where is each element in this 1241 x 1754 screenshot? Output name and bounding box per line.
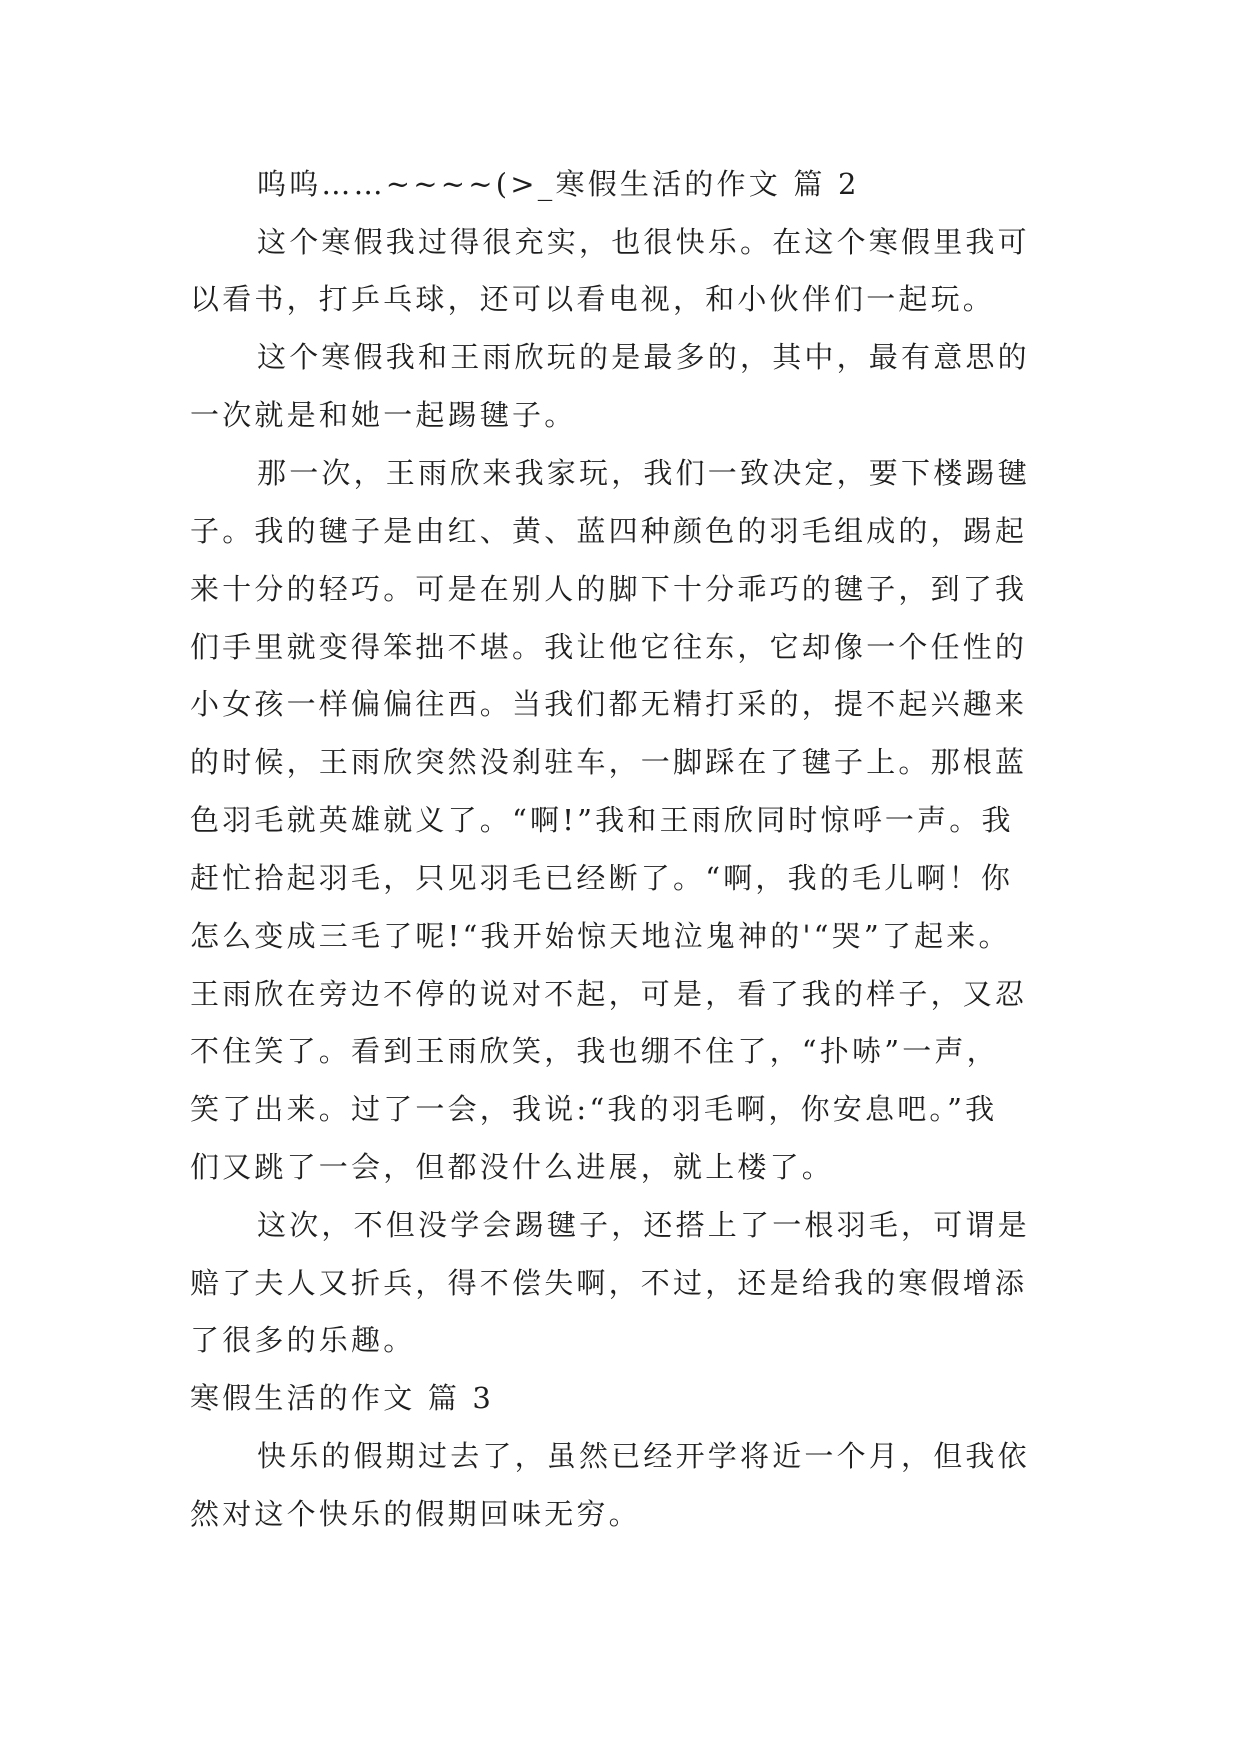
- text-line: 这个寒假我过得很充实，也很快乐。在这个寒假里我可: [257, 225, 1030, 259]
- text-line: 赶忙拾起羽毛，只见羽毛已经断了。“啊，我的毛儿啊！你: [190, 861, 1014, 895]
- text-line: 王雨欣在旁边不停的说对不起，可是，看了我的样子，又忍: [190, 977, 1028, 1011]
- text-line: 们又跳了一会，但都没什么进展，就上楼了。: [190, 1150, 835, 1184]
- text-line: 然对这个快乐的假期回味无穷。: [190, 1497, 641, 1531]
- text-line: 这个寒假我和王雨欣玩的是最多的，其中，最有意思的: [257, 340, 1030, 374]
- text-line: 赔了夫人又折兵，得不偿失啊，不过，还是给我的寒假增添: [190, 1266, 1028, 1300]
- text-line: 来十分的轻巧。可是在别人的脚下十分乖巧的毽子，到了我: [190, 572, 1028, 606]
- text-line: 以看书，打乒乓球，还可以看电视，和小伙伴们一起玩。: [190, 282, 996, 316]
- text-line: 那一次，王雨欣来我家玩，我们一致决定，要下楼踢毽: [257, 456, 1030, 490]
- text-line: 怎么变成三毛了呢!“我开始惊天地泣鬼神的'“哭”了起来。: [190, 919, 1011, 953]
- text-line: 们手里就变得笨拙不堪。我让他它往东，它却像一个任性的: [190, 630, 1028, 664]
- text-line: 子。我的毽子是由红、黄、蓝四种颜色的羽毛组成的，踢起: [190, 514, 1028, 548]
- text-line: 的时候，王雨欣突然没刹驻车，一脚踩在了毽子上。那根蓝: [190, 745, 1028, 779]
- section-heading-3: 寒假生活的作文 篇 3: [190, 1381, 495, 1415]
- text-line: 快乐的假期过去了，虽然已经开学将近一个月，但我依: [257, 1439, 1030, 1473]
- text-line: 色羽毛就英雄就义了。“啊!”我和王雨欣同时惊呼一声。我: [190, 803, 1014, 837]
- text-line: 笑了出来。过了一会，我说:“我的羽毛啊，你安息吧。”我: [190, 1092, 998, 1126]
- text-line: 这次，不但没学会踢毽子，还搭上了一根羽毛，可谓是: [257, 1208, 1030, 1242]
- text-line: 一次就是和她一起踢毽子。: [190, 398, 577, 432]
- text-line: 不住笑了。看到王雨欣笑，我也绷不住了，“扑哧”一声，: [190, 1034, 999, 1068]
- text-line: 小女孩一样偏偏往西。当我们都无精打采的，提不起兴趣来: [190, 687, 1028, 721]
- text-line: 了很多的乐趣。: [190, 1323, 416, 1357]
- text-line-heading-2: 呜呜……~~~~(>_寒假生活的作文 篇 2: [257, 167, 860, 201]
